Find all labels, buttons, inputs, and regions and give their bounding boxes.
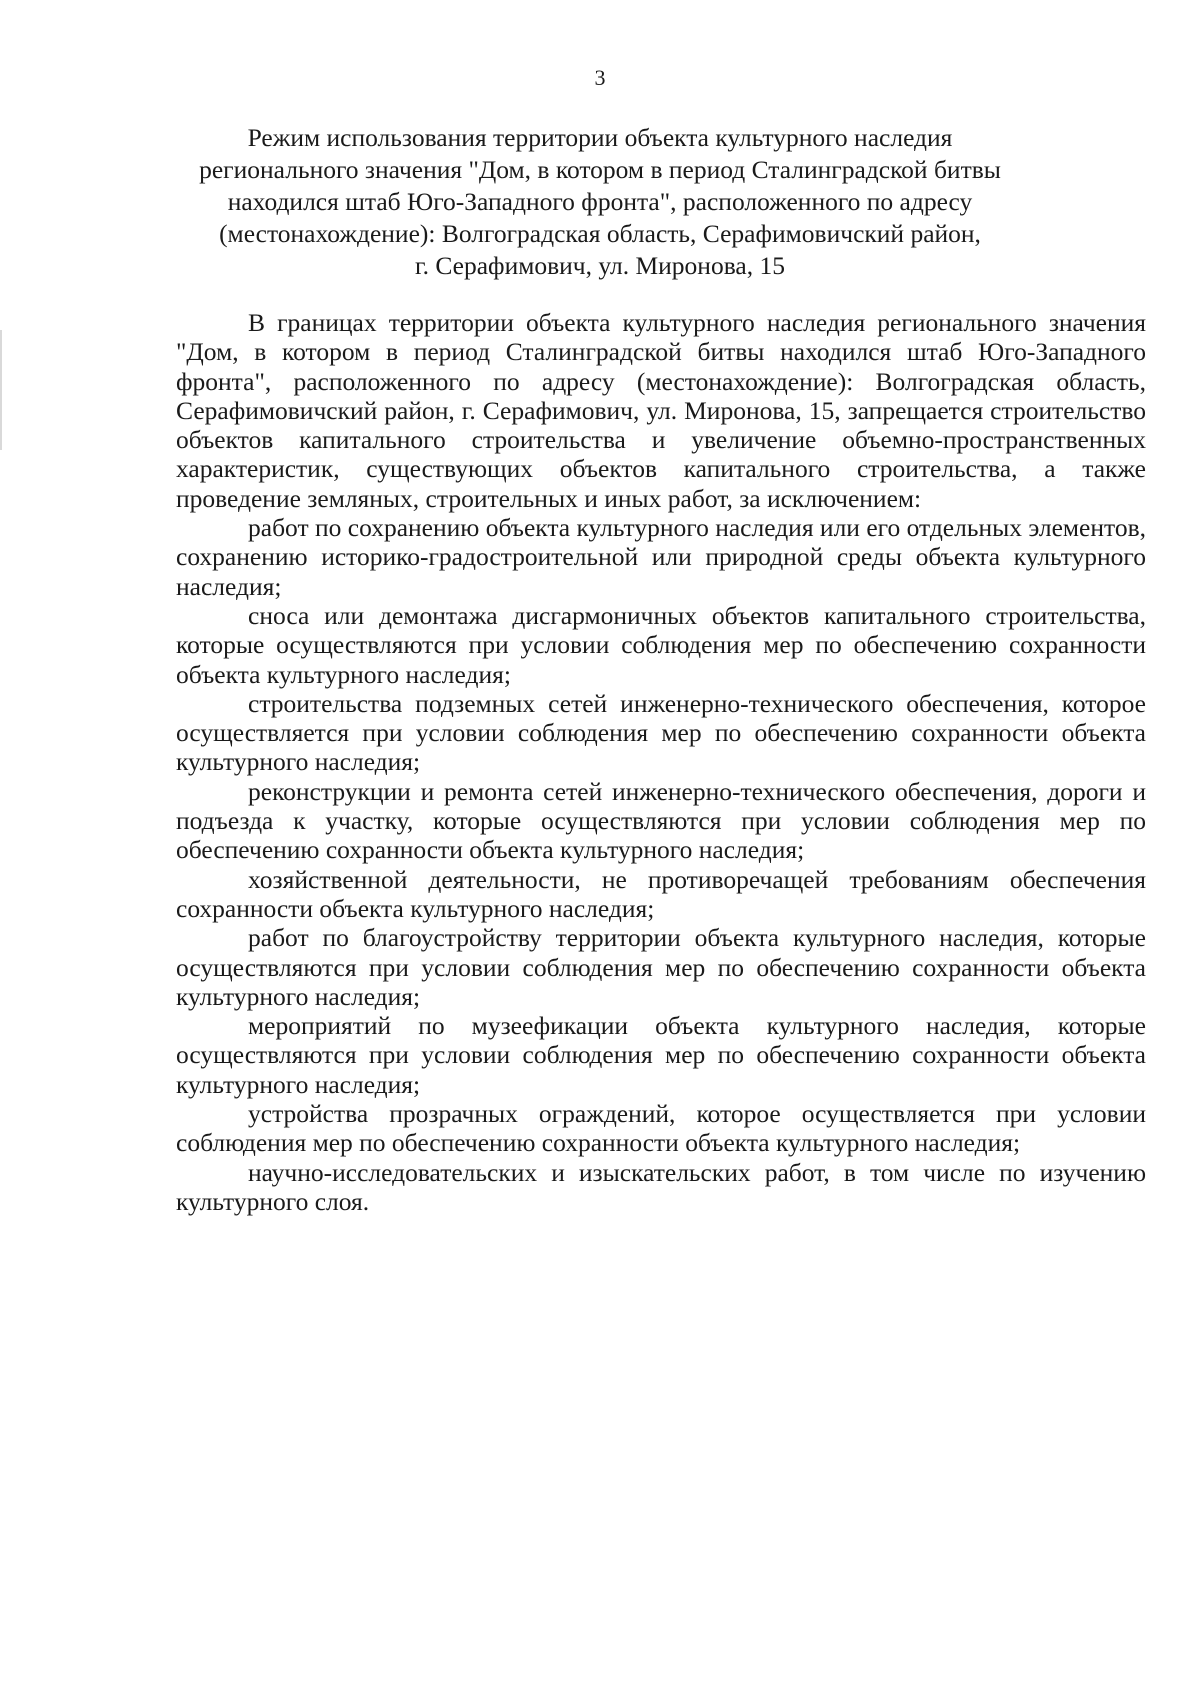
title-line: находился штаб Юго-Западного фронта", расположенного по адресу bbox=[227, 187, 973, 216]
title-line: Режим использования территории объекта культурного наследия bbox=[247, 123, 953, 152]
scan-edge-mark bbox=[0, 330, 2, 450]
paragraph-intro: В границах территории объекта культурного наследия регионального значения "Дом, в котором в период Сталинградской битвы находился штаб Юго-Западного фронта", расположенного по адресу (местонахождение): Волгоградская область, Серафимовичский район, г. Серафимович, ул. Миронова, 15, запрещается строительство объектов капитального строительства и увеличение объемно-пространственных характеристик, существующих объектов капитального строительства, а также проведение земляных, строительных и иных работ, за исключением: bbox=[176, 308, 1146, 513]
paragraph-exception: мероприятий по музеефикации объекта культурного наследия, которые осуществляются при условии соблюдения мер по обеспечению сохранности объекта культурного наследия; bbox=[176, 1011, 1146, 1099]
paragraph-exception: устройства прозрачных ограждений, которое осуществляется при условии соблюдения мер по обеспечению сохранности объекта культурного наследия; bbox=[176, 1099, 1146, 1158]
paragraph-exception: хозяйственной деятельности, не противоречащей требованиям обеспечения сохранности объекта культурного наследия; bbox=[176, 864, 1146, 923]
page-number: 3 bbox=[594, 65, 606, 90]
document-title bbox=[170, 122, 1030, 282]
title-line: регионального значения "Дом, в котором в период Сталинградской битвы bbox=[199, 155, 1001, 184]
title-line: (местонахождение): Волгоградская область, Серафимовичский район, bbox=[219, 219, 981, 248]
paragraph-exception: работ по благоустройству территории объекта культурного наследия, которые осуществляются при условии соблюдения мер по обеспечению сохранности объекта культурного наследия; bbox=[176, 923, 1146, 1011]
document-body bbox=[176, 308, 1146, 1216]
paragraph-exception: реконструкции и ремонта сетей инженерно-технического обеспечения, дороги и подъезда к участку, которые осуществляются при условии соблюдения мер по обеспечению сохранности объекта культурного наследия; bbox=[176, 776, 1146, 865]
paragraph-exception: научно-исследовательских и изыскательских работ, в том числе по изучению культурного слоя. bbox=[176, 1157, 1146, 1216]
paragraph-exception: сноса или демонтажа дисгармоничных объектов капитального строительства, которые осуществляются при условии соблюдения мер по обеспечению сохранности объекта культурного наследия; bbox=[176, 600, 1146, 689]
title-line: г. Серафимович, ул. Миронова, 15 bbox=[415, 251, 785, 280]
paragraph-exception: строительства подземных сетей инженерно-технического обеспечения, которое осуществляется при условии соблюдения мер по обеспечению сохранности объекта культурного наследия; bbox=[176, 688, 1146, 777]
paragraph-exception: работ по сохранению объекта культурного наследия или его отдельных элементов, сохранению историко-градостроительной или природной среды объекта культурного наследия; bbox=[176, 513, 1146, 601]
